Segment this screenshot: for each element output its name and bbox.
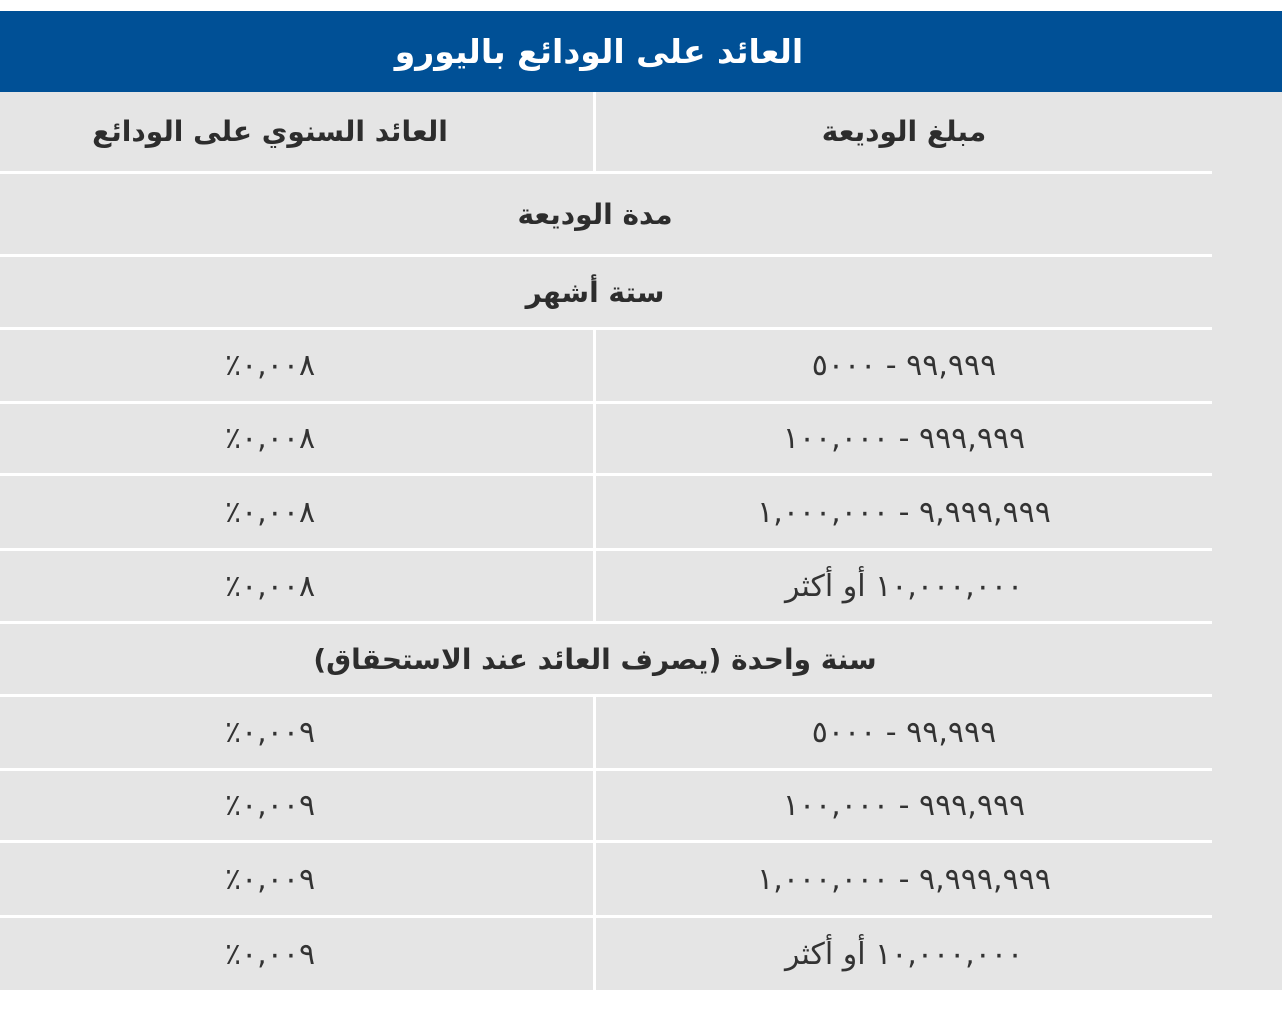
column-header-row <box>0 92 1212 171</box>
table-row <box>0 330 1212 401</box>
table-row <box>0 918 1212 990</box>
row-divider <box>0 768 1212 771</box>
row-divider <box>0 401 1212 404</box>
row-divider <box>0 254 1212 257</box>
column-header-amount: مبلغ الوديعة <box>821 115 987 148</box>
annual-rate: ٪٠,٠٠٨ <box>224 494 316 530</box>
column-divider <box>593 697 596 990</box>
row-divider <box>0 840 1212 843</box>
section-one-year-row <box>0 624 1212 694</box>
table-row <box>0 771 1212 840</box>
deposit-amount: ٩٩٩,٩٩٩ - ١٠٠,٠٠٠ <box>782 421 1026 456</box>
table-title: العائد على الودائع باليورو <box>394 32 804 71</box>
row-divider <box>0 621 1212 624</box>
deposit-amount: ١٠,٠٠٠,٠٠٠ أو أكثر <box>784 568 1024 604</box>
table-row <box>0 697 1212 768</box>
column-header-rate: العائد السنوي على الودائع <box>92 115 448 148</box>
table-row <box>0 476 1212 548</box>
deposit-amount: ٩,٩٩٩,٩٩٩ - ١,٠٠٠,٠٠٠ <box>757 861 1051 897</box>
column-divider <box>593 330 596 621</box>
period-header-row <box>0 174 1212 254</box>
annual-rate: ٪٠,٠٠٩ <box>224 861 316 897</box>
annual-rate: ٪٠,٠٠٩ <box>224 788 316 823</box>
row-divider <box>0 171 1212 174</box>
row-divider <box>0 548 1212 551</box>
deposit-amount: ٩٩,٩٩٩ - ٥٠٠٠ <box>811 348 997 383</box>
row-divider <box>0 915 1212 918</box>
annual-rate: ٪٠,٠٠٨ <box>224 348 316 383</box>
section-label: ستة أشهر <box>525 275 665 309</box>
table-row <box>0 551 1212 621</box>
section-label: سنة واحدة (يصرف العائد عند الاستحقاق) <box>313 642 877 676</box>
period-header: مدة الوديعة <box>517 197 673 231</box>
deposit-amount: ٩,٩٩٩,٩٩٩ - ١,٠٠٠,٠٠٠ <box>757 494 1051 530</box>
row-divider <box>0 327 1212 330</box>
annual-rate: ٪٠,٠٠٩ <box>224 936 316 972</box>
row-divider <box>0 694 1212 697</box>
row-divider <box>0 473 1212 476</box>
table-row <box>0 843 1212 915</box>
deposit-amount: ١٠,٠٠٠,٠٠٠ أو أكثر <box>784 936 1024 972</box>
column-divider <box>593 92 596 171</box>
annual-rate: ٪٠,٠٠٨ <box>224 568 316 604</box>
annual-rate: ٪٠,٠٠٩ <box>224 715 316 750</box>
table-title-bar <box>0 11 1282 92</box>
deposit-amount: ٩٩,٩٩٩ - ٥٠٠٠ <box>811 715 997 750</box>
table-row <box>0 404 1212 473</box>
section-six-months-row <box>0 257 1212 327</box>
deposit-amount: ٩٩٩,٩٩٩ - ١٠٠,٠٠٠ <box>782 788 1026 823</box>
annual-rate: ٪٠,٠٠٨ <box>224 421 316 456</box>
